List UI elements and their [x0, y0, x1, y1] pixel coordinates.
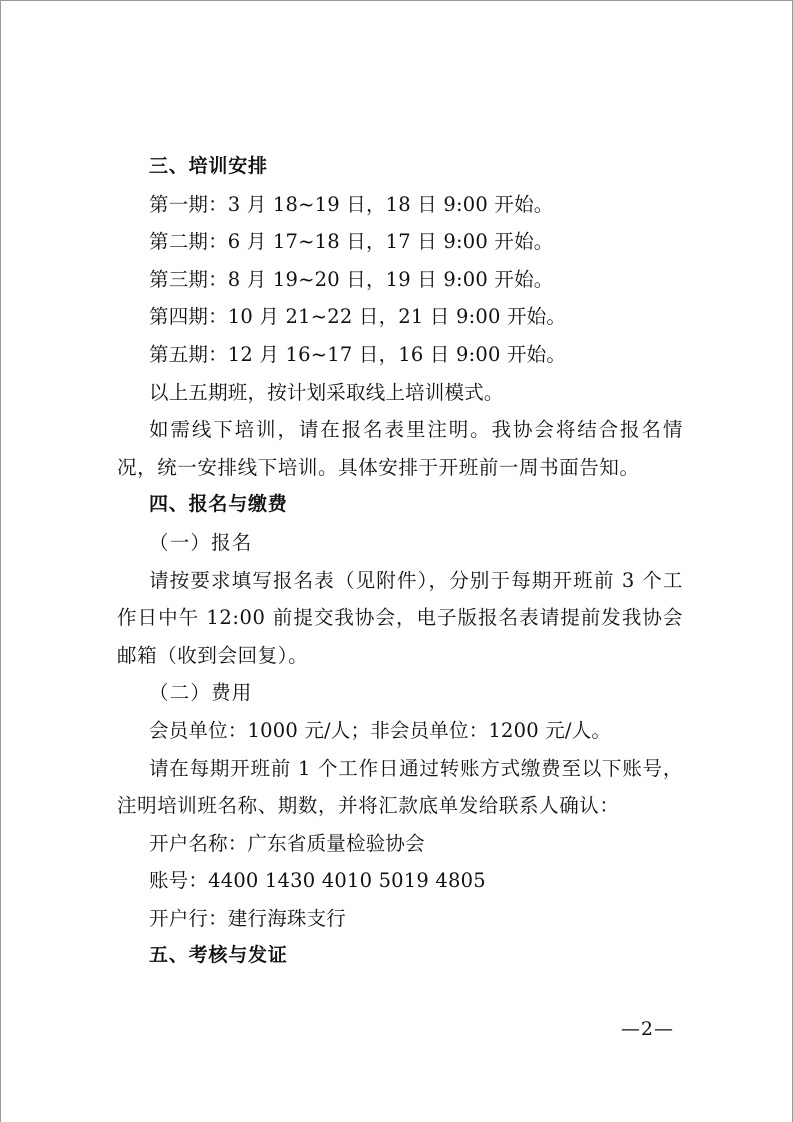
schedule-item-3: 第三期：8 月 19~20 日，19 日 9:00 开始。 — [149, 267, 554, 291]
registration-subheading: （一）报名 — [149, 530, 253, 554]
bank-name: 开户行：建行海珠支行 — [149, 906, 347, 930]
fee-amounts: 会员单位：1000 元/人；非会员单位：1200 元/人。 — [149, 718, 612, 742]
section-5-heading: 五、考核与发证 — [149, 944, 288, 967]
schedule-item-2: 第二期：6 月 17~18 日，17 日 9:00 开始。 — [149, 230, 554, 254]
page-number: —2— — [620, 1018, 674, 1040]
account-number: 账号：4400 1430 4010 5019 4805 — [149, 869, 486, 893]
registration-paragraph: 请按要求填写报名表（见附件），分别于每期开班前 3 个工作日中午 12:00 前提交我协会，电子版报名表请提前发我协会邮箱（收到会回复）。 — [117, 568, 683, 667]
fee-subheading: （二）费用 — [149, 681, 253, 705]
schedule-item-1: 第一期：3 月 18~19 日，18 日 9:00 开始。 — [149, 192, 554, 216]
online-mode-note: 以上五期班，按计划采取线上培训模式。 — [149, 380, 504, 404]
schedule-item-4: 第四期：10 月 21~22 日，21 日 9:00 开始。 — [149, 305, 567, 329]
document-body — [117, 148, 683, 975]
account-name: 开户名称：广东省质量检验协会 — [149, 831, 425, 855]
offline-training-note: 如需线下培训，请在报名表里注明。我协会将结合报名情况，统一安排线下培训。具体安排于开班前一周书面告知。 — [117, 418, 683, 479]
schedule-item-5: 第五期：12 月 16~17 日，16 日 9:00 开始。 — [149, 342, 567, 366]
section-3-heading: 三、培训安排 — [149, 155, 268, 177]
payment-paragraph: 请在每期开班前 1 个工作日通过转账方式缴费至以下账号，注明培训班名称、期数，并将汇款底单发给联系人确认： — [117, 756, 683, 818]
section-4-heading: 四、报名与缴费 — [149, 493, 288, 516]
